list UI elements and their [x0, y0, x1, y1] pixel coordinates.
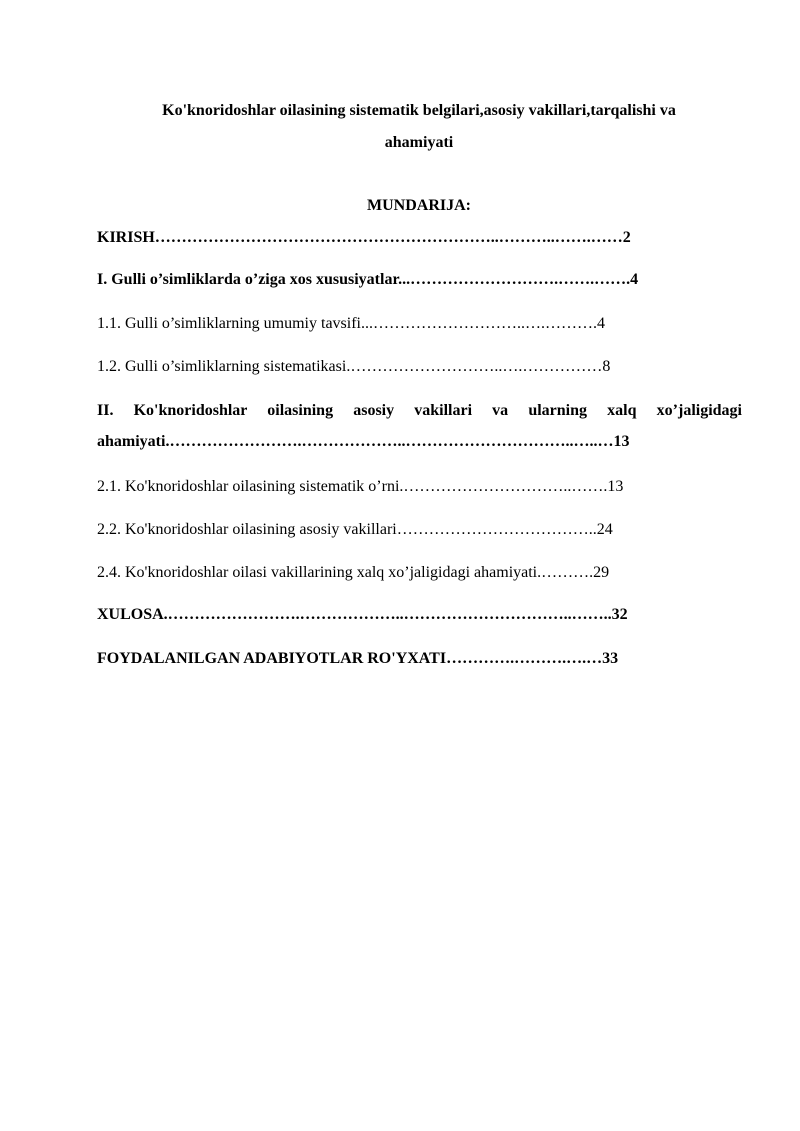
document-title-line-2: ahamiyati	[384, 134, 454, 151]
toc-entry-section-1-2: 1.2. Gulli o’simliklarning sistematikasi.………………………..….……………8	[97, 358, 611, 375]
toc-entry-kirish: KIRISH………………………………………………………..………..…….……2	[97, 229, 631, 246]
toc-entry-section-2-2: 2.2. Ko'knoridoshlar oilasining asosiy vakillari………………………………..24	[97, 521, 613, 538]
toc-entry-adabiyotlar: FOYDALANILGAN ADABIYOTLAR RO'YXATI………….……….….…33	[97, 650, 619, 667]
toc-entry-section-2-1: 2.1. Ko'knoridoshlar oilasining sistematik o’rni.…………………………..…….13	[97, 478, 624, 495]
document-title-line-1: Ko'knoridoshlar oilasining sistematik belgilari,asosiy vakillari,tarqalishi va	[162, 102, 676, 119]
toc-entry-section-1-1: 1.1. Gulli o’simliklarning umumiy tavsifi...………………………..….……….4	[97, 315, 605, 332]
toc-entry-section-2-line-2: ahamiyati.…………………….………………..…………………………..…..…13	[97, 433, 630, 450]
toc-entry-section-2-4: 2.4. Ko'knoridoshlar oilasi vakillarining xalq xo’jaligidagi ahamiyati.……….29	[97, 564, 610, 581]
toc-entry-xulosa: XULOSA.…………………….………………..…………………………..……..32	[97, 606, 628, 623]
toc-heading: MUNDARIJA:	[367, 197, 471, 214]
toc-entry-section-2-line-1: II. Ko'knoridoshlar oilasining asosiy vakillari va ularning xalq xo’jaligidagi	[97, 402, 742, 419]
toc-entry-section-1: I. Gulli o’simliklarda o’ziga xos xususiyatlar...……………………….…….…….4	[97, 271, 639, 288]
document-title	[96, 95, 742, 159]
